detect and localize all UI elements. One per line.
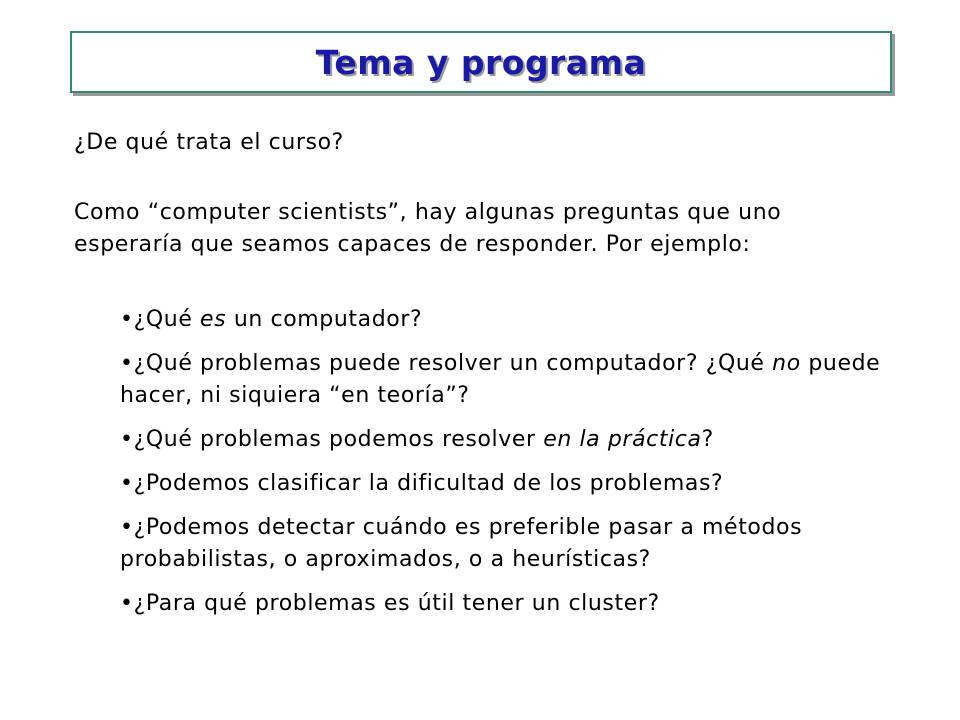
bullet-mark: • — [120, 307, 134, 332]
intro-paragraph: Como “computer scientists”, hay algunas preguntas que uno esperaría que seamos capaces de responder. Por ejemplo: — [74, 200, 782, 257]
list-item-text: un computador? — [226, 307, 423, 332]
bullet-mark: • — [120, 351, 134, 376]
list-item-text: ¿Para qué problemas es útil tener un cluster? — [133, 591, 660, 616]
list-item-text: ? — [701, 427, 714, 452]
list-item — [120, 424, 900, 456]
bullet-mark: • — [120, 591, 134, 616]
list-item-text: ¿Podemos clasificar la dificultad de los problemas? — [133, 471, 724, 496]
list-item — [120, 512, 900, 576]
bullet-mark: • — [120, 515, 134, 540]
bullet-mark: • — [120, 427, 134, 452]
bullet-mark: • — [120, 471, 134, 496]
slide-title: Tema y programa — [315, 42, 647, 82]
slide-title-box — [70, 31, 892, 93]
list-item-text: ¿Qué — [133, 307, 201, 332]
list-item-text: puede hacer, ni siquiera “en teoría”? — [120, 351, 881, 408]
list-item-text: ¿Qué problemas podemos resolver — [133, 427, 544, 452]
list-item — [120, 304, 900, 336]
list-item-emphasis: en la práctica — [543, 427, 702, 452]
question-list — [120, 304, 900, 632]
list-item — [120, 348, 900, 412]
list-item-emphasis: es — [200, 307, 227, 332]
list-item — [120, 588, 900, 620]
list-item-text: ¿Qué problemas puede resolver un computador? ¿Qué — [133, 351, 773, 376]
list-item-text: ¿Podemos detectar cuándo es preferible pasar a métodos probabilistas, o aproximados, o a heurísticas? — [120, 515, 803, 572]
list-item-emphasis: no — [772, 351, 801, 376]
list-item — [120, 468, 900, 500]
course-question: ¿De qué trata el curso? — [74, 130, 344, 155]
